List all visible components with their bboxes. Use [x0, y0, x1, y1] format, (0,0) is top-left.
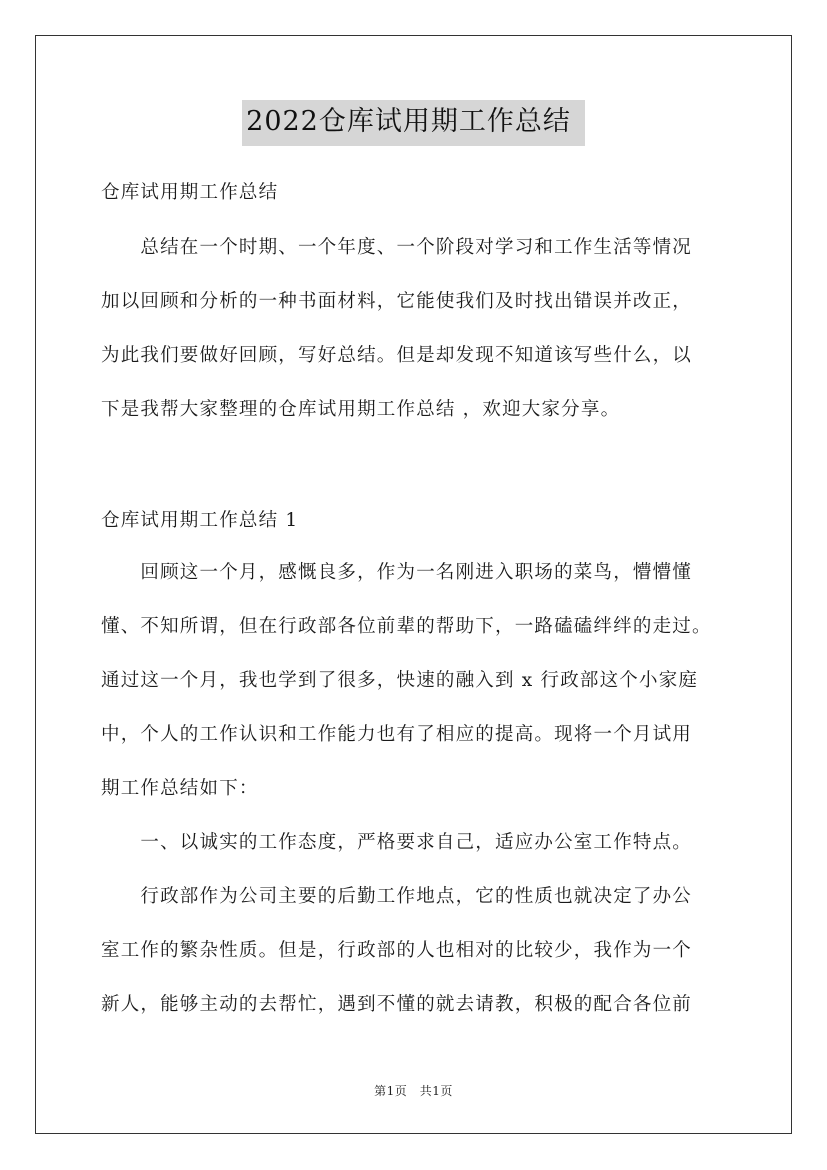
title-container	[0, 100, 827, 146]
paragraph-line: 回顾这一个月，感慨良多，作为一名刚进入职场的菜鸟，懵懵懂	[101, 562, 693, 583]
section-heading: 仓库试用期工作总结	[101, 182, 279, 203]
paragraph-line: 加以回顾和分析的一种书面材料，它能使我们及时找出错误并改正，	[101, 291, 693, 312]
paragraph-line: 中，个人的工作认识和工作能力也有了相应的提高。现将一个月试用	[101, 724, 693, 745]
paragraph-line: 新人，能够主动的去帮忙，遇到不懂的就去请教，积极的配合各位前	[101, 994, 693, 1015]
paragraph-line: 为此我们要做好回顾，写好总结。但是却发现不知道该写些什么，以	[101, 345, 693, 366]
paragraph-line: 懂、不知所谓，但在行政部各位前辈的帮助下，一路磕磕绊绊的走过。	[101, 616, 712, 637]
document-title: 2022仓库试用期工作总结	[242, 100, 585, 146]
paragraph-line: 期工作总结如下：	[101, 778, 259, 799]
paragraph-line: 室工作的繁杂性质。但是，行政部的人也相对的比较少，我作为一个	[101, 940, 693, 961]
paragraph-line: 通过这一个月，我也学到了很多，快速的融入到 x 行政部这个小家庭	[101, 670, 699, 691]
section-heading: 仓库试用期工作总结 1	[101, 510, 299, 531]
paragraph-line: 下是我帮大家整理的仓库试用期工作总结 ，欢迎大家分享。	[101, 399, 621, 420]
paragraph-line: 总结在一个时期、一个年度、一个阶段对学习和工作生活等情况	[101, 237, 693, 258]
paragraph-line: 一、以诚实的工作态度，严格要求自己，适应办公室工作特点。	[101, 832, 693, 853]
paragraph-line: 行政部作为公司主要的后勤工作地点，它的性质也就决定了办公	[101, 886, 693, 907]
page-number: 第1页 共1页	[374, 1084, 453, 1098]
